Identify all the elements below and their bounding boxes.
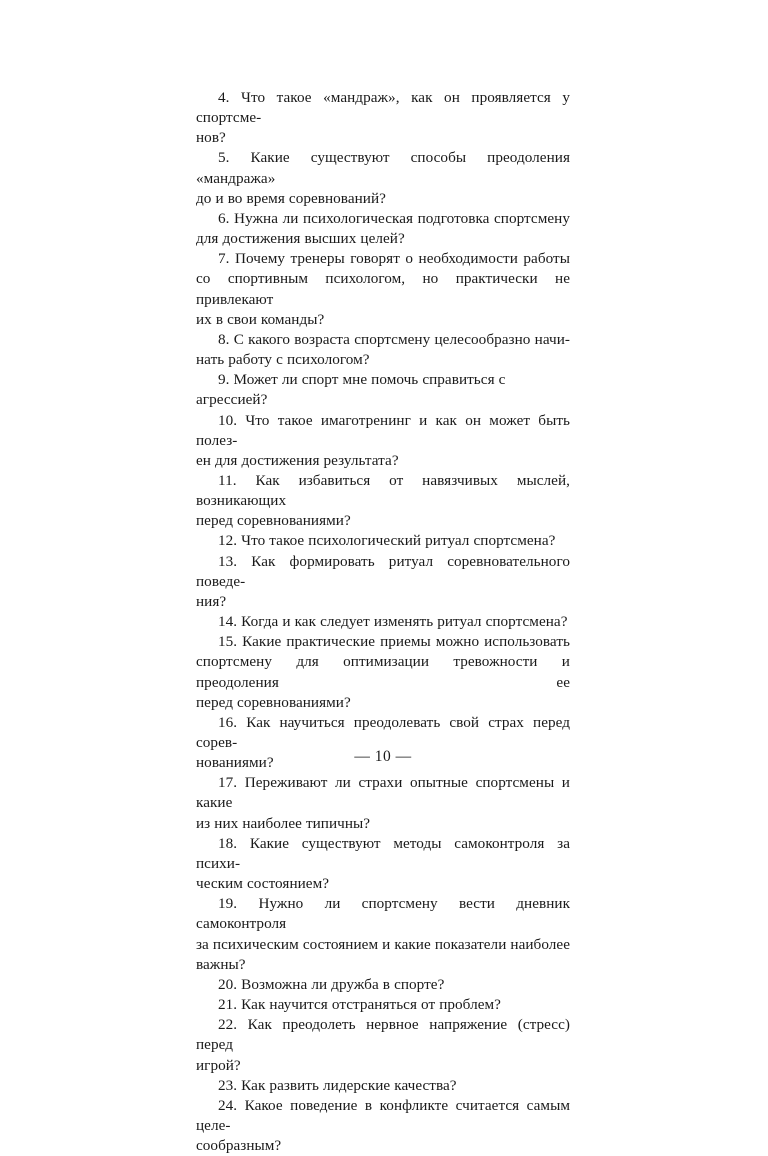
question-line: 14. Когда и как следует изменять ритуал спортсмена? [218,613,568,631]
question-item [196,370,570,410]
question-item [196,975,570,995]
question-line: 17. Переживают ли страхи опытные спортсмены и какие [196,774,570,812]
question-line: для достижения высших целей? [196,230,405,248]
question-line: важны? [196,955,246,973]
question-line: нов? [196,129,226,147]
question-line: игрой? [196,1056,241,1074]
question-line: 23. Как развить лидерские качества? [218,1076,457,1094]
question-line: ен для достижения результата? [196,451,399,469]
question-line: со спортивным психологом, но практически не привлекают [196,270,570,308]
question-line: 5. Какие существуют способы преодоления «мандража» [196,149,570,187]
question-line: 11. Как избавиться от навязчивых мыслей, возникающих [196,471,570,510]
question-line: 9. Может ли спорт мне помочь справиться с агрессией? [196,371,506,409]
question-line: 16. Как научиться преодолевать свой страх перед сорев- [196,713,570,751]
question-item [196,1096,570,1156]
question-line: нованиями? [196,754,274,772]
question-line: 10. Что такое имаготренинг и как он может быть полез- [196,411,570,449]
question-line: ческим состоянием? [196,875,330,893]
question-line: 24. Какое поведение в конфликте считается самым целе- [196,1096,570,1134]
question-item [196,773,570,833]
question-item [196,330,570,370]
question-line: из них наиболее типичны? [196,814,371,832]
question-line: 12. Что такое психологический ритуал спортсмена? [218,532,556,550]
question-item [196,612,570,632]
question-line: 13. Как формировать ритуал соревновательного поведе- [196,552,570,590]
question-line: нать работу с психологом? [196,351,370,369]
question-line: 21. Как научится отстраняться от проблем? [218,996,501,1014]
question-item [196,894,570,975]
question-line: 15. Какие практические приемы можно использовать [218,633,570,651]
question-item [196,411,570,471]
question-item [196,834,570,894]
question-item [196,148,570,208]
question-item [196,249,570,330]
question-item [196,995,570,1015]
question-line: 8. С какого возраста спортсмену целесообразно начи- [218,330,570,348]
question-list [196,88,570,1156]
question-line: 20. Возможна ли дружба в спорте? [218,975,445,993]
question-line: 18. Какие существуют методы самоконтроля за психи- [196,834,570,872]
question-line: сообразным? [196,1137,282,1155]
question-item [196,632,570,713]
question-item [196,1015,570,1075]
question-line: 19. Нужно ли спортсмену вести дневник самоконтроля [196,895,570,933]
question-line: их в свои команды? [196,310,325,328]
question-item [196,552,570,612]
question-line: 4. Что такое «мандраж», как он проявляется у спортсме- [196,89,570,127]
question-item [196,88,570,148]
question-item [196,471,570,531]
question-line: спортсмену для оптимизации тревожности и преодоления ее [196,653,570,691]
page-number: — 10 — [354,748,412,765]
question-line: перед соревнованиями? [196,693,351,711]
question-line: 6. Нужна ли психологическая подготовка спортсмену [218,209,570,227]
question-line: до и во время соревнований? [196,189,386,207]
question-line: перед соревнованиями? [196,512,351,530]
question-item [196,1076,570,1096]
question-item [196,209,570,249]
question-line: 7. Почему тренеры говорят о необходимости работы [218,250,570,268]
question-item [196,531,570,551]
question-line: за психическим состоянием и какие показатели наиболее [196,935,570,953]
question-line: 22. Как преодолеть нервное напряжение (стресс) перед [196,1016,570,1054]
question-line: ния? [196,592,227,610]
